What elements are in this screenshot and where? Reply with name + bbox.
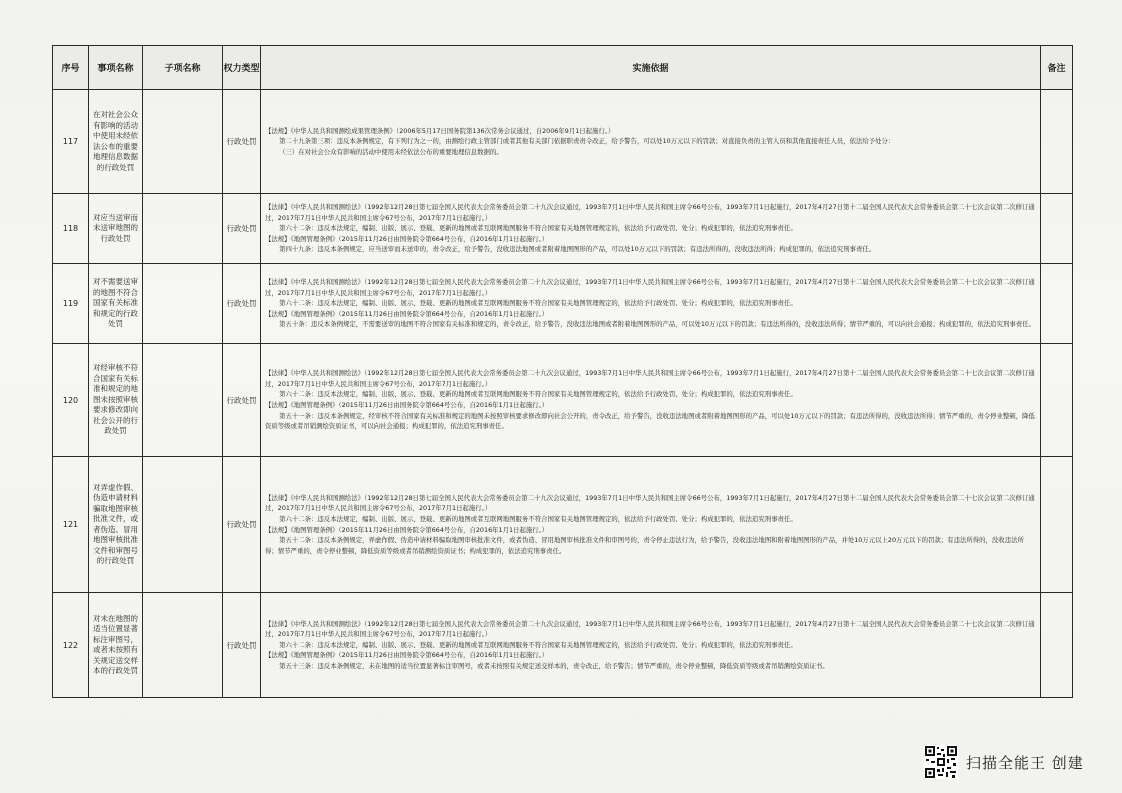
row-note — [1041, 194, 1073, 264]
row-name: 对经审核不符合国家有关标准和规定的地图未按照审核要求修改即向社会公开的行政处罚 — [89, 344, 143, 457]
basis-line: 【法规】《地图管理条例》（2015年11月26日由国务院令第664号公布，自2016年1月1日起施行。） — [265, 309, 549, 318]
table-row — [53, 194, 1073, 264]
row-name: 对未在地图的适当位置显著标注审图号，或者未按照有关规定送交样本的行政处罚 — [89, 593, 143, 698]
basis-line: 【法规】《中华人民共和国测绘成果管理条例》（2006年5月17日国务院第136次常务会议通过，自2006年9月1日起施行。） — [265, 126, 615, 135]
basis-line: 【法律】《中华人民共和国测绘法》（1992年12月28日第七届全国人民代表大会常务委员会第二十九次会议通过，1993年7月1日中华人民共和国主席令66号公布，1993年7月1日起施行，2017年4月27日第十二届全国人民代表大会常务委员会第二十七次会议第二次修订通过，2017年7月1日中华人民共和国主席令67号公布，2017年7月1日起施行。） — [265, 369, 1035, 388]
header-sub: 子项名称 — [143, 46, 223, 90]
header-type: 权力类型 — [223, 46, 261, 90]
basis-line: （三）在对社会公众有影响的活动中使用未经依法公布的重要地理信息数据的。 — [279, 147, 503, 156]
basis-line: 第五十一条：违反本条例规定，经审核不符合国家有关标准和规定的地图未按照审核要求修改即向社会公开的，责令改正，给予警告，没收违法地图或者附着地图图形的产品，可以处10万元以下的罚款；有违法所得的，没收违法所得；情节严重的，责令停业整顿，降低资质等级或者吊销测绘资质证书，可以向社会通报；构成犯罪的，依法追究刑事责任。 — [265, 411, 1035, 431]
basis-line: 【法规】《地图管理条例》（2015年11月26日由国务院令第664号公布，自2016年1月1日起施行。） — [265, 401, 549, 409]
header-no: 序号 — [53, 46, 89, 90]
basis-line: 第二十九条第三项：违反本条例规定，有下列行为之一的，由测绘行政主管部门或者其他有关部门依据职责责令改正，给予警告，可以处10万元以下的罚款；对直接负责的主管人员和其他直接责任人员，依法给予处分： — [279, 137, 895, 146]
table-header-row — [53, 46, 1073, 90]
row-type: 行政处罚 — [223, 344, 261, 457]
basis-line: 第六十二条：违反本法规定，编制、出版、展示、登载、更新的地图或者互联网地图服务不符合国家有关地图管理规定的，依法给予行政处罚、处分；构成犯罪的，依法追究刑事责任。 — [279, 514, 797, 523]
basis-line: 第六十二条：违反本法规定，编制、出版、展示、登载、更新的地图或者互联网地图服务不符合国家有关地图管理规定的，依法给予行政处罚、处分；构成犯罪的，依法追究刑事责任。 — [279, 299, 797, 308]
header-name: 事项名称 — [89, 46, 143, 90]
row-sub — [143, 457, 223, 593]
table-row — [53, 264, 1073, 344]
row-sub — [143, 90, 223, 194]
row-note — [1041, 90, 1073, 194]
table-row — [53, 344, 1073, 457]
basis-line: 【法律】《中华人民共和国测绘法》（1992年12月28日第七届全国人民代表大会常务委员会第二十九次会议通过，1993年7月1日中华人民共和国主席令66号公布，1993年7月1日起施行，2017年4月27日第十二届全国人民代表大会常务委员会第二十七次会议第二次修订通过，2017年7月1日中华人民共和国主席令67号公布，2017年7月1日起施行。） — [265, 493, 1035, 513]
row-basis — [261, 457, 1041, 593]
row-note — [1041, 593, 1073, 698]
basis-line: 第四十九条：违反本条例规定，应当送审而未送审的，责令改正，给予警告，没收违法地图或者附着地图图形的产品，可以处10万元以下的罚款；有违法所得的，没收违法所得；构成犯罪的，依法追究刑事责任。 — [279, 245, 876, 254]
row-no: 119 — [53, 264, 89, 344]
scanner-brand-label: 扫描全能王 创建 — [966, 753, 1084, 772]
basis-line: 第六十二条：违反本法规定，编制、出版、展示、登载、更新的地图或者互联网地图服务不符合国家有关地图管理规定的，依法给予行政处罚、处分；构成犯罪的，依法追究刑事责任。 — [279, 390, 797, 399]
row-type: 行政处罚 — [223, 264, 261, 344]
row-basis — [261, 264, 1041, 344]
row-note — [1041, 344, 1073, 457]
basis-line: 【法规】《地图管理条例》（2015年11月26日由国务院令第664号公布，自2016年1月1日起施行。） — [265, 525, 549, 534]
basis-line: 【法规】《地图管理条例》（2015年11月26日由国务院令第664号公布，自2016年1月1日起施行。） — [265, 651, 549, 660]
basis-line: 第六十二条：违反本法规定，编制、出版、展示、登载、更新的地图或者互联网地图服务不符合国家有关地图管理规定的，依法给予行政处罚、处分；构成犯罪的，依法追究刑事责任。 — [279, 640, 797, 649]
row-name: 对应当送审而未送审地图的行政处罚 — [89, 194, 143, 264]
row-type: 行政处罚 — [223, 457, 261, 593]
row-basis — [261, 593, 1041, 698]
row-no: 117 — [53, 90, 89, 194]
basis-line: 第五十三条：违反本条例规定，未在地图的适当位置显著标注审图号，或者未按照有关规定送交样本的，责令改正，给予警告；情节严重的，责令停业整顿，降低资质等级或者吊销测绘资质证书。 — [279, 661, 829, 670]
row-basis — [261, 344, 1041, 457]
row-sub — [143, 264, 223, 344]
table-row — [53, 593, 1073, 698]
header-note: 备注 — [1041, 46, 1073, 90]
basis-line: 【法律】《中华人民共和国测绘法》（1992年12月28日第七届全国人民代表大会常务委员会第二十九次会议通过，1993年7月1日中华人民共和国主席令66号公布，1993年7月1日起施行，2017年4月27日第十二届全国人民代表大会常务委员会第二十七次会议第二次修订通过，2017年7月1日中华人民共和国主席令67号公布，2017年7月1日起施行。） — [265, 203, 1035, 222]
scanner-watermark — [924, 745, 1084, 779]
row-no: 118 — [53, 194, 89, 264]
table-row — [53, 457, 1073, 593]
basis-line: 第五十条：违反本条例规定，不需要送审的地图不符合国家有关标准和规定的，责令改正，给予警告，没收违法地图或者附着地图图形的产品，可以处10万元以下的罚款；有违法所得的，没收违法所得；情节严重的，可以向社会通报；构成犯罪的，依法追究刑事责任。 — [279, 320, 1035, 329]
row-basis — [261, 194, 1041, 264]
basis-line: 第五十二条：违反本条例规定，弄虚作假、伪造申请材料骗取地图审核批准文件，或者伪造、冒用地图审核批准文件和审图号的，责令停止违法行为，给予警告，没收违法地图和附着地图图形的产品，并处10万元以上20万元以下的罚款；有违法所得的，没收违法所得；情节严重的，责令停业整顿，降低资质等级或者吊销测绘资质证书；构成犯罪的，依法追究刑事责任。 — [265, 536, 1024, 555]
table-row — [53, 90, 1073, 194]
row-name: 对弄虚作假、伪造申请材料骗取地图审核批准文件，或者伪造、冒用地图审核批准文件和审图号的行政处罚 — [89, 457, 143, 593]
basis-line: 【法规】《地图管理条例》（2015年11月26日由国务院令第664号公布，自2016年1月1日起施行。） — [265, 234, 549, 243]
row-sub — [143, 593, 223, 698]
power-list-table — [52, 45, 1073, 698]
row-type: 行政处罚 — [223, 593, 261, 698]
row-type: 行政处罚 — [223, 90, 261, 194]
row-no: 122 — [53, 593, 89, 698]
basis-line: 【法律】《中华人民共和国测绘法》（1992年12月28日第七届全国人民代表大会常务委员会第二十九次会议通过，1993年7月1日中华人民共和国主席令66号公布，1993年7月1日起施行，2017年4月27日第十二届全国人民代表大会常务委员会第二十七次会议第二次修订通过，2017年7月1日中华人民共和国主席令67号公布，2017年7月1日起施行。） — [265, 619, 1035, 639]
qr-code-icon — [924, 745, 958, 779]
row-basis — [261, 90, 1041, 194]
row-no: 120 — [53, 344, 89, 457]
row-sub — [143, 344, 223, 457]
row-note — [1041, 264, 1073, 344]
header-basis: 实施依据 — [261, 46, 1041, 90]
row-note — [1041, 457, 1073, 593]
row-sub — [143, 194, 223, 264]
row-no: 121 — [53, 457, 89, 593]
row-name: 对不需要送审的地图不符合国家有关标准和规定的行政处罚 — [89, 264, 143, 344]
basis-line: 【法律】《中华人民共和国测绘法》（1992年12月28日第七届全国人民代表大会常务委员会第二十九次会议通过，1993年7月1日中华人民共和国主席令66号公布，1993年7月1日起施行，2017年4月27日第十二届全国人民代表大会常务委员会第二十七次会议第二次修订通过，2017年7月1日中华人民共和国主席令67号公布，2017年7月1日起施行。） — [265, 278, 1035, 297]
row-type: 行政处罚 — [223, 194, 261, 264]
row-name: 在对社会公众有影响的活动中使用未经依法公布的重要地理信息数据的行政处罚 — [89, 90, 143, 194]
basis-line: 第六十二条：违反本法规定，编制、出版、展示、登载、更新的地图或者互联网地图服务不符合国家有关地图管理规定的，依法给予行政处罚、处分；构成犯罪的，依法追究刑事责任。 — [279, 224, 797, 233]
